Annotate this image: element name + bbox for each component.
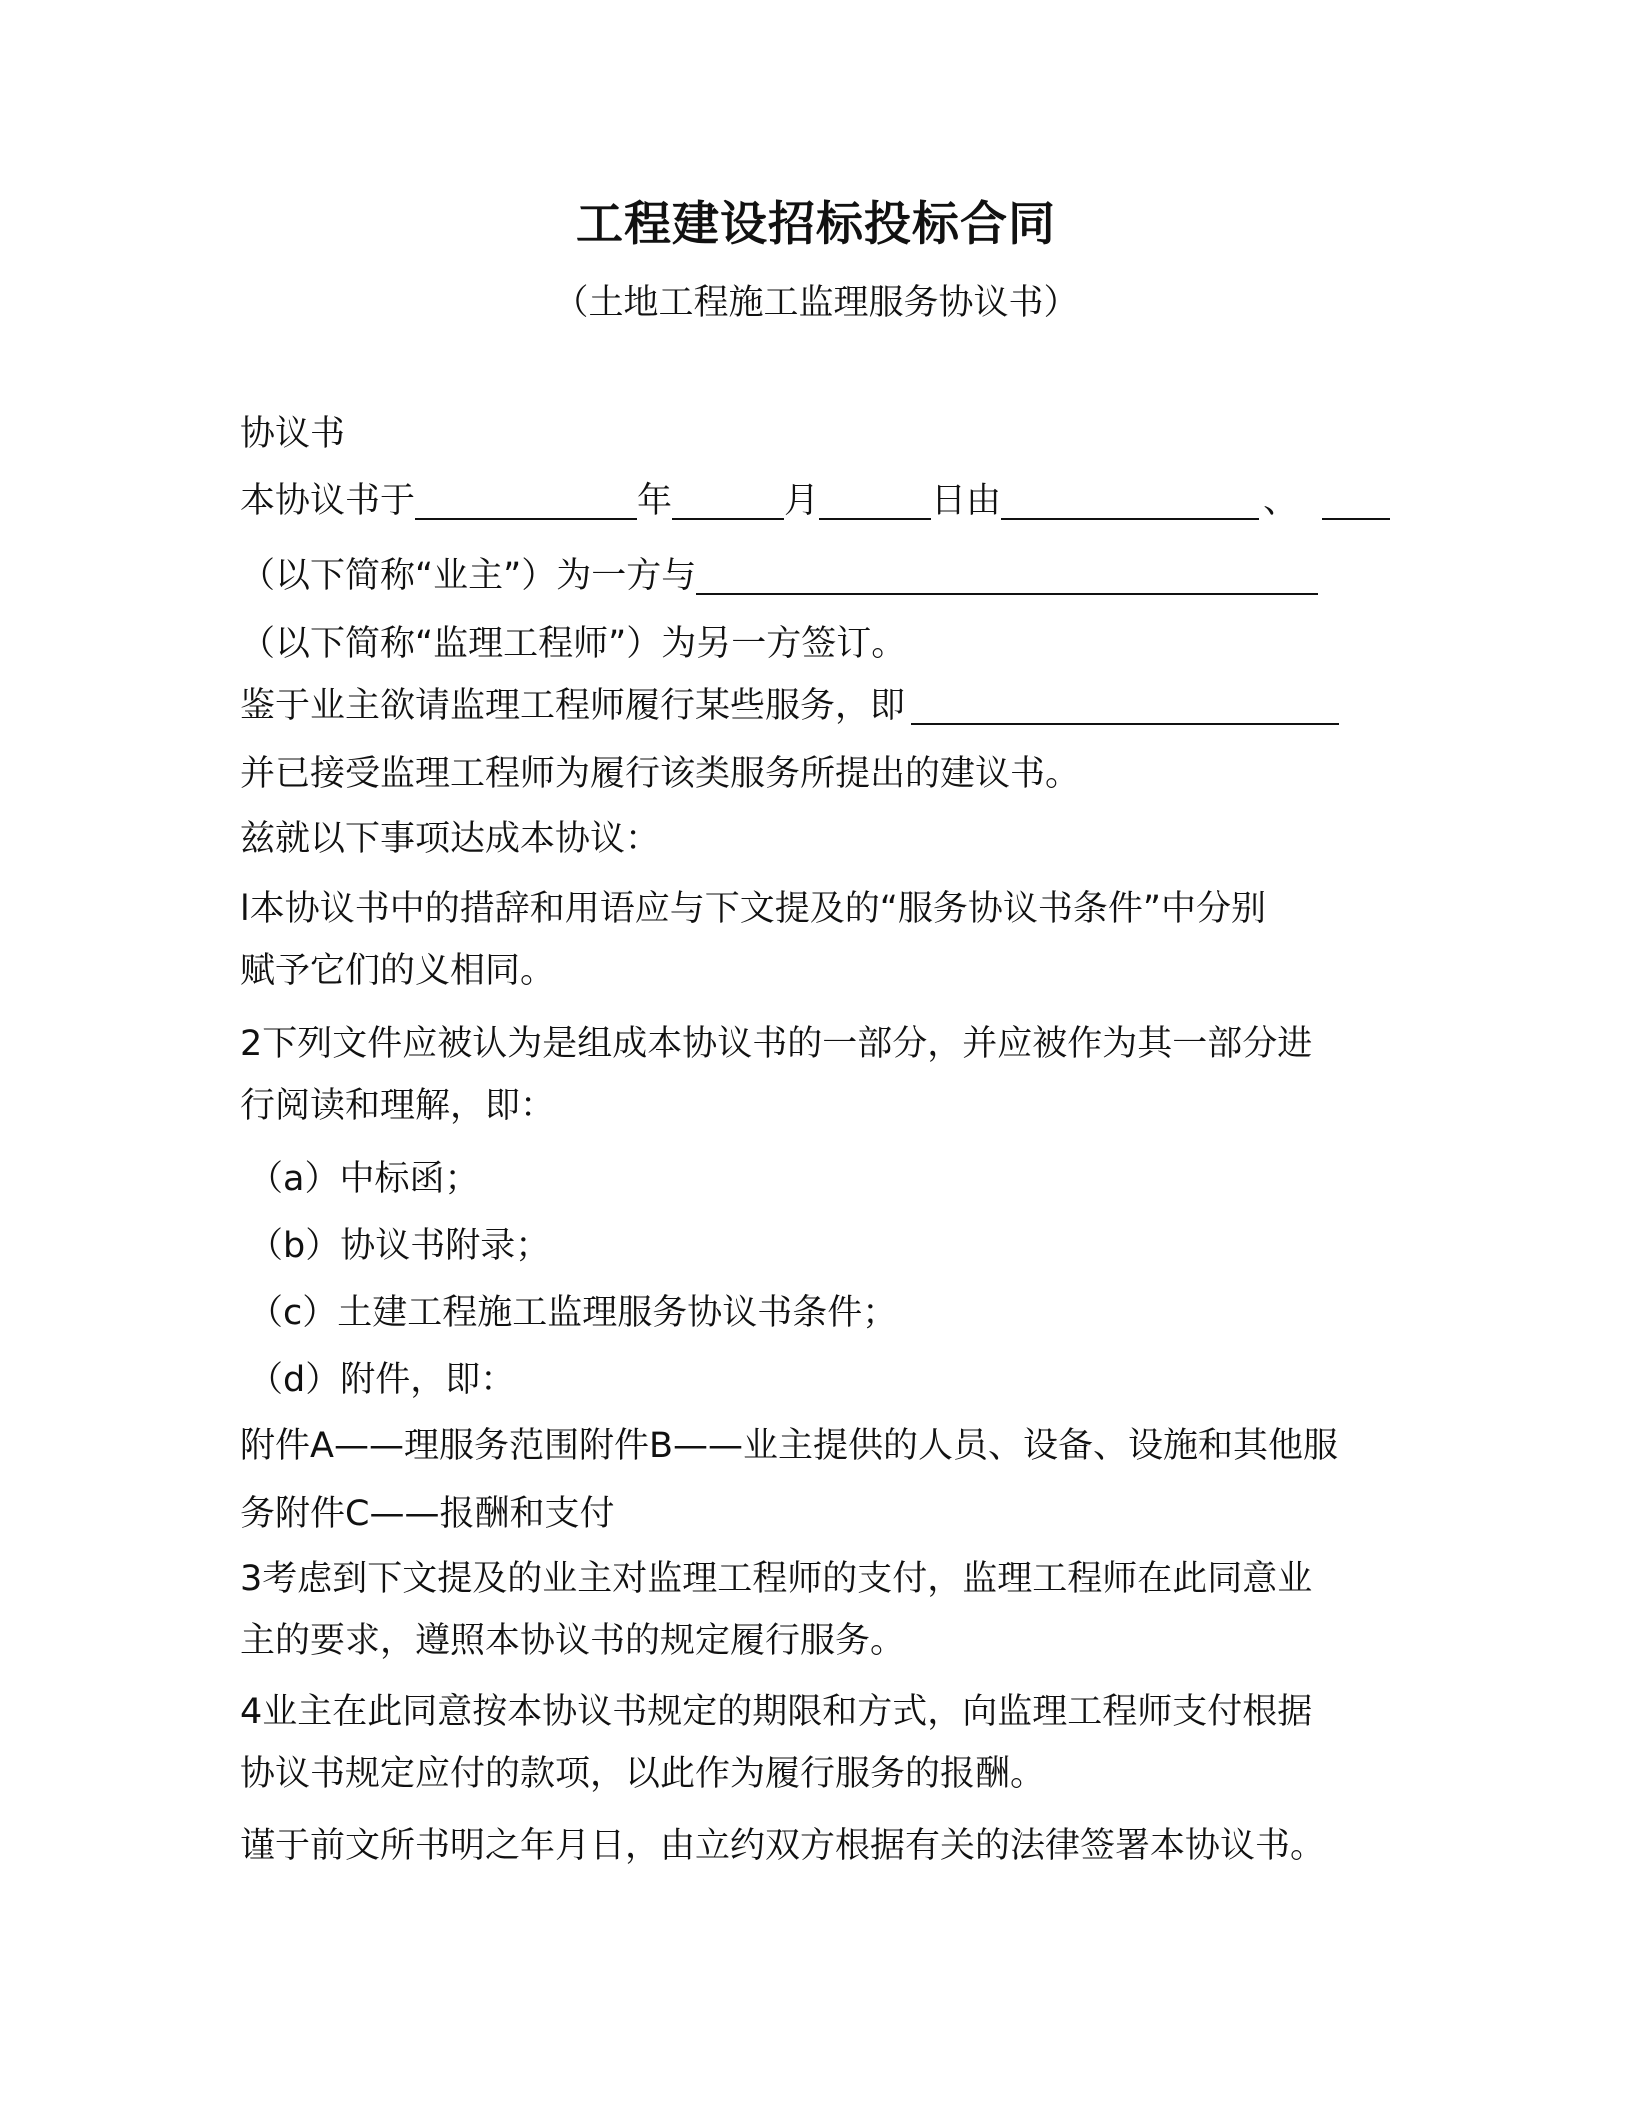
- section-heading: 协议书: [240, 414, 346, 454]
- party-a-blank: [1001, 478, 1259, 520]
- date-line: [240, 477, 1390, 525]
- month-blank: [672, 478, 784, 520]
- text-segment: 月: [784, 481, 820, 521]
- party-a2-blank: [1322, 478, 1390, 520]
- day-blank: [819, 478, 931, 520]
- text-segment: （以下简称“业主”）为一方与: [240, 556, 697, 596]
- attachments-line-2: 务附件C——报酬和支付: [240, 1494, 615, 1534]
- text-segment: 日由: [931, 481, 1002, 521]
- list-item-d: （d）附件，即：: [248, 1360, 516, 1400]
- text-segment: 本协议书于: [240, 481, 416, 521]
- closing-line: 谨于前文所书明之年月日，由立约双方根据有关的法律签署本协议书。: [240, 1826, 1326, 1866]
- year-blank: [415, 478, 637, 520]
- document-title: 工程建设招标投标合同: [576, 197, 1056, 252]
- clause-4-line-1: 4业主在此同意按本协议书规定的期限和方式，向监理工程师支付根据: [240, 1692, 1313, 1732]
- services-line: [240, 682, 1339, 730]
- list-item-c: （c）土建工程施工监理服务协议书条件；: [248, 1293, 898, 1333]
- text-segment: 、: [1263, 481, 1299, 521]
- clause-1-line-1: l本协议书中的措辞和用语应与下文提及的“服务协议书条件”中分别: [240, 889, 1266, 929]
- list-item-a: （a）中标函；: [248, 1159, 480, 1199]
- party-line: [240, 552, 1318, 600]
- list-item-b: （b）协议书附录；: [248, 1226, 551, 1266]
- clause-4-line-2: 协议书规定应付的款项，以此作为履行服务的报酬。: [240, 1754, 1046, 1794]
- text-line: 兹就以下事项达成本协议：: [240, 819, 661, 859]
- text-line: 并已接受监理工程师为履行该类服务所提出的建议书。: [240, 754, 1081, 794]
- clause-3-line-1: 3考虑到下文提及的业主对监理工程师的支付，监理工程师在此同意业: [240, 1559, 1313, 1599]
- clause-2-line-2: 行阅读和理解，即：: [240, 1086, 556, 1126]
- services-blank: [911, 683, 1339, 725]
- text-segment: 年: [637, 481, 673, 521]
- attachments-line-1: 附件A——理服务范围附件B——业主提供的人员、设备、设施和其他服: [240, 1426, 1338, 1466]
- party-b-blank: [696, 553, 1318, 595]
- clause-3-line-2: 主的要求，遵照本协议书的规定履行服务。: [240, 1621, 906, 1661]
- clause-2-line-1: 2下列文件应被认为是组成本协议书的一部分，并应被作为其一部分进: [240, 1024, 1313, 1064]
- clause-1-line-2: 赋予它们的义相同。: [240, 951, 556, 991]
- text-segment: 鉴于业主欲请监理工程师履行某些服务，即: [240, 686, 906, 726]
- document-subtitle: （土地工程施工监理服务协议书）: [553, 283, 1079, 323]
- text-line: （以下简称“监理工程师”）为另一方签订。: [240, 624, 907, 664]
